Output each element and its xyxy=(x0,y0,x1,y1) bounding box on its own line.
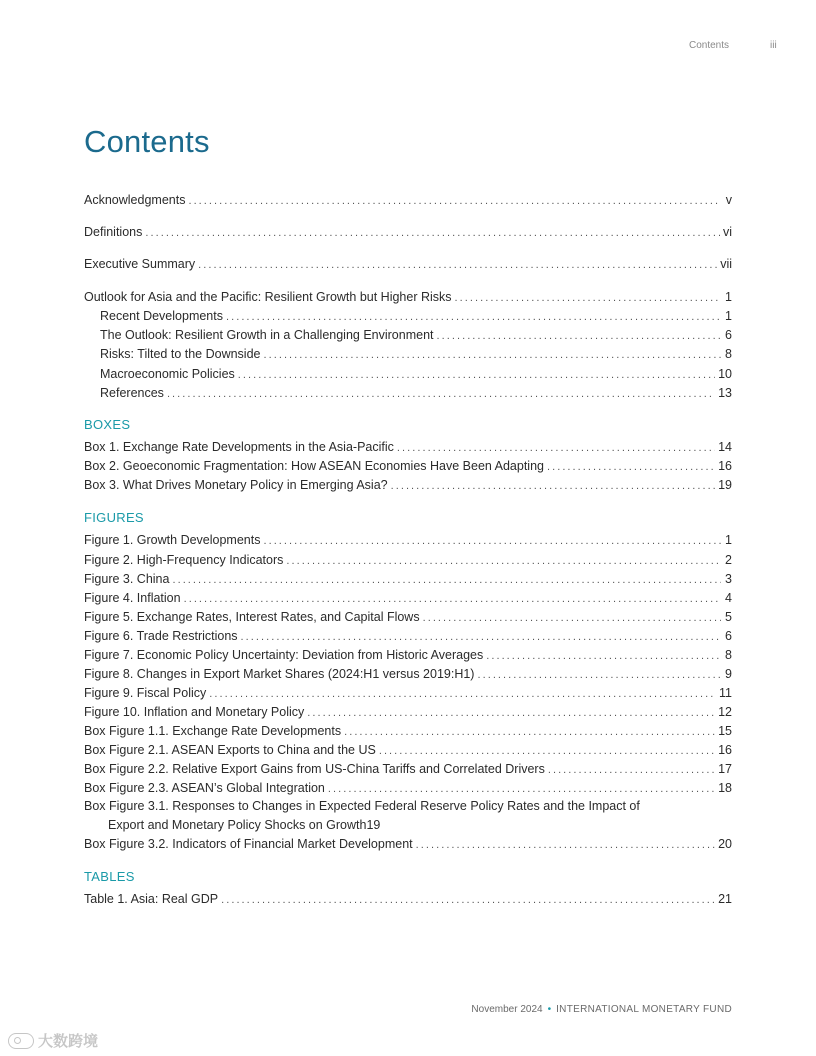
toc-entry-page: 18 xyxy=(718,781,732,795)
toc-entry-figure[interactable] xyxy=(84,571,732,587)
toc-entry-label: The Outlook: Resilient Growth in a Challenging Environment xyxy=(100,328,434,342)
dot-leader xyxy=(198,257,717,273)
toc-entry-page: 11 xyxy=(719,686,732,700)
toc-subentry[interactable] xyxy=(100,385,732,401)
toc-entry-executive-summary[interactable] xyxy=(84,256,732,272)
toc-entry-page: 10 xyxy=(718,367,732,381)
toc-entry-figure[interactable] xyxy=(84,742,732,758)
toc-entry-page: 16 xyxy=(718,743,732,757)
toc-entry-figure[interactable] xyxy=(84,647,732,663)
toc-entry-label-line1: Box Figure 3.1. Responses to Changes in Expected Federal Reserve Policy Rates and the Impact of xyxy=(84,799,640,813)
toc-entry-page: 17 xyxy=(718,762,732,776)
toc-entry-figure[interactable] xyxy=(84,685,732,701)
footer-date: November 2024 xyxy=(471,1004,543,1015)
dot-leader xyxy=(423,610,721,626)
dot-leader xyxy=(455,290,721,306)
toc-entry-figure[interactable] xyxy=(84,666,732,682)
toc-entry-page: 1 xyxy=(725,309,732,323)
toc-entry-figure[interactable] xyxy=(84,552,732,568)
toc-entry-page: 21 xyxy=(718,892,732,906)
toc-entry-page: vi xyxy=(722,225,732,239)
toc-entry-label: Figure 4. Inflation xyxy=(84,591,181,605)
toc-entry-label: Table 1. Asia: Real GDP xyxy=(84,892,219,906)
toc-entry-page: 19 xyxy=(366,818,381,832)
toc-entry-page: 9 xyxy=(725,667,732,681)
dot-leader xyxy=(167,386,715,402)
watermark xyxy=(8,1030,98,1051)
toc-entry-page: 19 xyxy=(718,478,732,492)
toc-entry-page: 5 xyxy=(725,610,732,624)
toc-entry-outlook[interactable] xyxy=(84,289,732,305)
watermark-logo-icon xyxy=(8,1033,34,1049)
dot-leader xyxy=(263,533,721,549)
toc-entry-page: 20 xyxy=(718,837,732,851)
dot-leader xyxy=(221,892,715,908)
toc-entry-page: 16 xyxy=(718,459,732,473)
toc-entry-page: vii xyxy=(720,257,732,271)
toc-entry-label: References xyxy=(100,386,164,400)
toc-entry-label: Figure 3. China xyxy=(84,572,170,586)
toc-entry-label: Outlook for Asia and the Pacific: Resilient Growth but Higher Risks xyxy=(84,290,452,304)
page-footer xyxy=(471,1004,732,1015)
dot-leader xyxy=(226,309,721,325)
toc-entry-label: Figure 10. Inflation and Monetary Policy xyxy=(84,705,305,719)
toc-entry-box[interactable] xyxy=(84,477,732,493)
dot-leader xyxy=(188,193,721,209)
toc-entry-label: Box Figure 2.1. ASEAN Exports to China and the US xyxy=(84,743,376,757)
dot-leader xyxy=(241,629,721,645)
dot-leader xyxy=(477,667,721,683)
section-heading-boxes: BOXES xyxy=(84,417,131,432)
toc-entry-label: Figure 9. Fiscal Policy xyxy=(84,686,207,700)
toc-entry-label: Box 1. Exchange Rate Developments in the Asia-Pacific xyxy=(84,440,394,454)
dot-leader xyxy=(264,347,722,363)
toc-entry-label: Acknowledgments xyxy=(84,193,186,207)
page-title: Contents xyxy=(84,124,210,159)
toc-entry-label: Box Figure 2.2. Relative Export Gains from US-China Tariffs and Correlated Drivers xyxy=(84,762,545,776)
toc-entry-figure[interactable] xyxy=(84,609,732,625)
dot-leader xyxy=(307,705,715,721)
toc-entry-label: Figure 2. High-Frequency Indicators xyxy=(84,553,284,567)
toc-entry-label: Box 3. What Drives Monetary Policy in Emerging Asia? xyxy=(84,478,388,492)
dot-leader xyxy=(184,591,721,607)
toc-entry-label: Figure 5. Exchange Rates, Interest Rates, and Capital Flows xyxy=(84,610,420,624)
toc-entry-figure[interactable] xyxy=(84,780,732,796)
toc-entry-label: Figure 6. Trade Restrictions xyxy=(84,629,238,643)
toc-entry-definitions[interactable] xyxy=(84,224,732,240)
section-heading-figures: FIGURES xyxy=(84,510,144,525)
section-heading-tables: TABLES xyxy=(84,869,135,884)
toc-entry-label: Macroeconomic Policies xyxy=(100,367,235,381)
toc-entry-figure[interactable] xyxy=(84,532,732,548)
dot-leader xyxy=(328,781,715,797)
toc-entry-box[interactable] xyxy=(84,439,732,455)
dot-leader xyxy=(437,328,721,344)
toc-entry-label: Box Figure 1.1. Exchange Rate Developments xyxy=(84,724,342,738)
toc-entry-page: 3 xyxy=(725,572,732,586)
toc-entry-page: 6 xyxy=(725,328,732,342)
watermark-text: 大数跨境 xyxy=(38,1033,99,1050)
toc-entry-page: 1 xyxy=(725,290,732,304)
toc-entry-label: Recent Developments xyxy=(100,309,223,323)
toc-entry-figure[interactable] xyxy=(84,761,732,777)
dot-leader xyxy=(486,648,721,664)
dot-leader xyxy=(548,762,715,778)
toc-entry-page: 4 xyxy=(725,591,732,605)
dot-leader xyxy=(145,225,720,241)
toc-entry-page: 12 xyxy=(718,705,732,719)
header-section-label: Contents xyxy=(689,40,730,51)
toc-entry-label: Executive Summary xyxy=(84,257,196,271)
toc-entry-figure[interactable] xyxy=(84,590,732,606)
toc-entry-line2 xyxy=(84,816,732,835)
toc-entry-figure[interactable] xyxy=(84,723,732,739)
toc-entry-label: Figure 8. Changes in Export Market Shares (2024:H1 versus 2019:H1) xyxy=(84,667,475,681)
dot-leader xyxy=(379,743,715,759)
toc-entry-page: 8 xyxy=(725,648,732,662)
toc-subentry[interactable] xyxy=(100,366,732,382)
header-page-number: iii xyxy=(770,40,777,51)
toc-entry-page: v xyxy=(725,193,732,207)
toc-subentry[interactable] xyxy=(100,346,732,362)
toc-entry-page: 8 xyxy=(725,347,732,361)
toc-entry-label: Figure 7. Economic Policy Uncertainty: Deviation from Historic Averages xyxy=(84,648,484,662)
toc-entry-page: 14 xyxy=(718,440,732,454)
bullet-icon: • xyxy=(547,1004,552,1015)
toc-entry-label: Risks: Tilted to the Downside xyxy=(100,347,261,361)
toc-entry-label: Box Figure 3.2. Indicators of Financial Market Development xyxy=(84,837,413,851)
toc-entry-acknowledgments[interactable] xyxy=(84,192,732,208)
toc-entry-label: Box 2. Geoeconomic Fragmentation: How ASEAN Economies Have Been Adapting xyxy=(84,459,544,473)
toc-entry-page: 6 xyxy=(725,629,732,643)
toc-entry-figure[interactable] xyxy=(84,836,732,852)
toc-entry-figure[interactable] xyxy=(84,704,732,720)
dot-leader xyxy=(238,367,715,383)
toc-entry-label-line2: Export and Monetary Policy Shocks on Growth xyxy=(108,818,367,832)
toc-subentry[interactable] xyxy=(100,308,732,324)
footer-organization: INTERNATIONAL MONETARY FUND xyxy=(556,1004,732,1015)
toc-entry-figure-multiline[interactable] xyxy=(84,797,732,835)
toc-entry-page: 2 xyxy=(725,553,732,567)
dot-leader xyxy=(397,440,715,456)
dot-leader xyxy=(547,459,715,475)
toc-entry-label: Figure 1. Growth Developments xyxy=(84,533,261,547)
toc-entry-box[interactable] xyxy=(84,458,732,474)
dot-leader xyxy=(209,686,716,702)
toc-entry-page: 1 xyxy=(725,533,732,547)
toc-entry-label: Definitions xyxy=(84,225,143,239)
dot-leader xyxy=(172,572,721,588)
toc-entry-page: 15 xyxy=(718,724,732,738)
toc-entry-label: Box Figure 2.3. ASEAN’s Global Integration xyxy=(84,781,325,795)
dot-leader xyxy=(344,724,715,740)
toc-entry-figure[interactable] xyxy=(84,628,732,644)
dot-leader xyxy=(391,478,715,494)
toc-entry-table[interactable] xyxy=(84,891,732,907)
toc-entry-page: 13 xyxy=(718,386,732,400)
toc-subentry[interactable] xyxy=(100,327,732,343)
dot-leader xyxy=(416,837,715,853)
dot-leader xyxy=(286,553,721,569)
